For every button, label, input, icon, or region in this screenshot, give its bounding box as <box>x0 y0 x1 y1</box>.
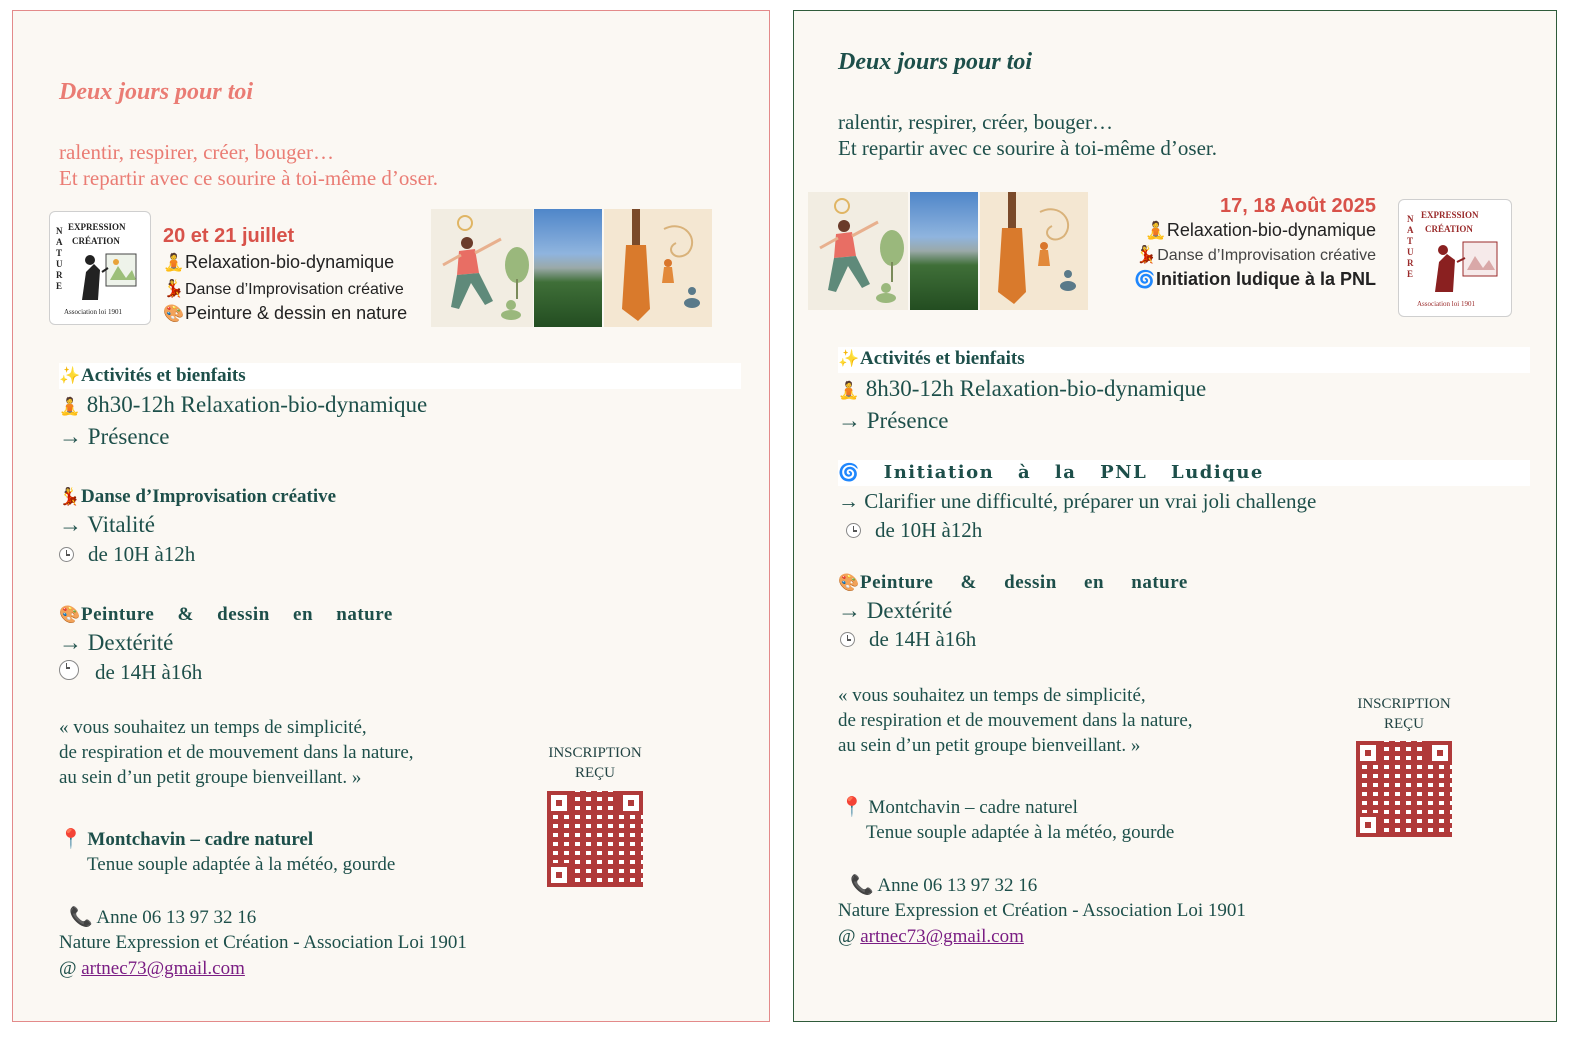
meditation-icon: 🧘 <box>163 253 185 273</box>
peinture-time-text: de 14H à16h <box>869 627 977 651</box>
at-sign: @ <box>59 958 77 979</box>
peinture-title <box>59 604 393 626</box>
peinture-title-text: Peinture & dessin en nature <box>81 604 393 625</box>
tai-chi-illustration <box>808 192 908 310</box>
painter-illustration-icon <box>72 250 142 302</box>
palette-icon: 🎨 <box>163 304 185 324</box>
banner-text <box>1100 195 1376 290</box>
quote-line-2: de respiration et de mouvement dans la nature, <box>59 742 414 763</box>
pnl-benefit: → Clarifier une difficulté, préparer un vrai joli challenge <box>838 489 1317 513</box>
peinture-time <box>840 627 976 652</box>
banner-date: 17, 18 Août 2025 <box>1219 195 1376 217</box>
location-text: Montchavin – cadre naturel <box>868 797 1078 818</box>
quote-line-3: au sein d’un petit groupe bienveillant. » <box>838 735 1141 756</box>
peinture-benefit: → Dextérité <box>59 630 174 655</box>
inscription-label <box>1344 694 1464 734</box>
phone-line <box>850 873 1037 897</box>
danse-title <box>59 486 336 508</box>
meditation-icon: 🧘 <box>1145 221 1167 241</box>
phone-icon: 📞 <box>69 906 93 928</box>
phone-line <box>69 905 256 929</box>
logo-assoc-text: Association loi 1901 <box>64 308 122 316</box>
location <box>59 827 313 851</box>
phone-text[interactable]: Anne 06 13 97 32 16 <box>877 875 1038 896</box>
intro-line-2: Et repartir avec ce sourire à toi-même d’oser. <box>59 166 438 190</box>
danse-title-text: Danse d’Improvisation créative <box>81 486 337 507</box>
inscription-label <box>535 743 655 783</box>
logo-text-creation: CRÉATION <box>1425 224 1473 234</box>
quote-line-3: au sein d’un petit groupe bienveillant. » <box>59 767 362 788</box>
dance-icon: 💃 <box>59 487 81 507</box>
phone-icon: 📞 <box>850 874 874 896</box>
peinture-time <box>59 660 202 685</box>
logo-text-creation: CRÉATION <box>72 236 120 246</box>
pin-icon: 📍 <box>59 828 83 850</box>
email-line <box>838 926 1024 948</box>
peinture-title <box>838 572 1188 594</box>
tai-chi-illustration <box>431 209 533 327</box>
inscription-text: INSCRIPTION <box>548 745 642 761</box>
phone-text[interactable]: Anne 06 13 97 32 16 <box>96 907 257 928</box>
banner-item-danse: Danse d’Improvisation créative <box>185 281 404 298</box>
pnl-title-text: Initiation à la PNL Ludique <box>883 462 1264 483</box>
spiral-icon: 🌀 <box>1134 270 1156 290</box>
palette-icon: 🎨 <box>59 605 81 625</box>
logo-text-nature: NATURE <box>1407 214 1414 279</box>
qr-code[interactable] <box>547 791 643 887</box>
logo-text-expression: EXPRESSION <box>1421 210 1479 220</box>
flyer-title: Deux jours pour toi <box>838 49 1033 75</box>
email-line <box>59 958 245 980</box>
association-line: Nature Expression et Création - Association Loi 1901 <box>59 932 467 953</box>
location <box>840 795 1078 819</box>
danse-time <box>59 542 195 567</box>
relax-benefit: → Présence <box>59 424 170 449</box>
dance-icon: 💃 <box>1135 245 1157 265</box>
banner-item-pnl: Initiation ludique à la PNL <box>1155 269 1376 289</box>
gear-text: Tenue souple adaptée à la météo, gourde <box>87 854 396 875</box>
intro-line-1: ralentir, respirer, créer, bouger… <box>59 140 334 164</box>
flyer-left <box>12 10 770 1022</box>
logo-text-expression: EXPRESSION <box>68 222 126 232</box>
email-link[interactable]: artnec73@gmail.com <box>81 958 245 979</box>
relax-line-text: 8h30-12h Relaxation-bio-dynamique <box>865 376 1207 401</box>
intro-line-1: ralentir, respirer, créer, bouger… <box>838 110 1113 134</box>
sparkles-icon: ✨ <box>838 349 860 369</box>
sparkles-icon: ✨ <box>59 366 81 386</box>
palette-icon: 🎨 <box>838 573 860 593</box>
relax-line <box>838 376 1206 402</box>
banner-item-danse: Danse d’Improvisation créative <box>1157 247 1376 264</box>
pnl-time <box>846 518 982 543</box>
quote-line-1: « vous souhaitez un temps de simplicité, <box>59 717 367 738</box>
flyer-title: Deux jours pour toi <box>59 79 254 105</box>
intro-line-2: Et repartir avec ce sourire à toi-même d’oser. <box>838 136 1217 160</box>
inscription-text: INSCRIPTION <box>1357 696 1451 712</box>
logo-text-nature: NATURE <box>56 226 63 291</box>
banner-item-peinture: Peinture & dessin en nature <box>185 303 408 323</box>
clock-icon <box>840 632 855 647</box>
dance-icon: 💃 <box>163 279 185 299</box>
association-logo <box>49 211 151 325</box>
relax-line-text: 8h30-12h Relaxation-bio-dynamique <box>86 392 428 417</box>
pnl-time-text: de 10H à12h <box>875 518 983 542</box>
relax-benefit: → Présence <box>838 408 949 433</box>
recu-text: REÇU <box>1383 716 1424 732</box>
peinture-benefit: → Dextérité <box>838 598 953 623</box>
clock-icon <box>59 660 79 680</box>
clock-icon <box>59 547 74 562</box>
at-sign: @ <box>838 926 856 947</box>
gear-text: Tenue souple adaptée à la météo, gourde <box>866 822 1175 843</box>
pnl-title <box>838 462 1264 483</box>
section-title <box>59 365 246 387</box>
location-text: Montchavin – cadre naturel <box>87 829 314 850</box>
quote-line-2: de respiration et de mouvement dans la nature, <box>838 710 1193 731</box>
banner-item-relaxation: Relaxation-bio-dynamique <box>185 252 395 272</box>
peinture-time-text: de 14H à16h <box>95 660 203 684</box>
spiral-icon: 🌀 <box>838 463 861 483</box>
relax-line <box>59 392 427 418</box>
mountain-photo <box>534 209 602 327</box>
flyer-right <box>793 10 1557 1022</box>
qr-code[interactable] <box>1356 741 1452 837</box>
banner-item-relaxation: Relaxation-bio-dynamique <box>1166 220 1376 240</box>
danse-time-text: de 10H à12h <box>88 542 196 566</box>
section-title-text: Activités et bienfaits <box>860 348 1025 369</box>
banner-text <box>163 225 407 324</box>
logo-assoc-text: Association loi 1901 <box>1417 300 1475 308</box>
meditation-icon: 🧘 <box>838 381 860 401</box>
pin-icon: 📍 <box>840 796 864 818</box>
email-link[interactable]: artnec73@gmail.com <box>860 926 1024 947</box>
quote-line-1: « vous souhaitez un temps de simplicité, <box>838 685 1146 706</box>
recu-text: REÇU <box>574 765 615 781</box>
painter-illustration-icon <box>1425 238 1503 294</box>
brush-illustration <box>604 209 712 327</box>
section-title-text: Activités et bienfaits <box>81 365 246 386</box>
peinture-title-text: Peinture & dessin en nature <box>860 572 1188 593</box>
clock-icon <box>846 523 861 538</box>
association-logo <box>1398 199 1512 317</box>
association-line: Nature Expression et Création - Association Loi 1901 <box>838 900 1246 921</box>
banner-date: 20 et 21 juillet <box>163 225 295 247</box>
brush-illustration <box>980 192 1088 310</box>
section-title <box>838 348 1025 370</box>
mountain-photo <box>910 192 978 310</box>
meditation-icon: 🧘 <box>59 397 81 417</box>
danse-benefit: → Vitalité <box>59 512 155 537</box>
